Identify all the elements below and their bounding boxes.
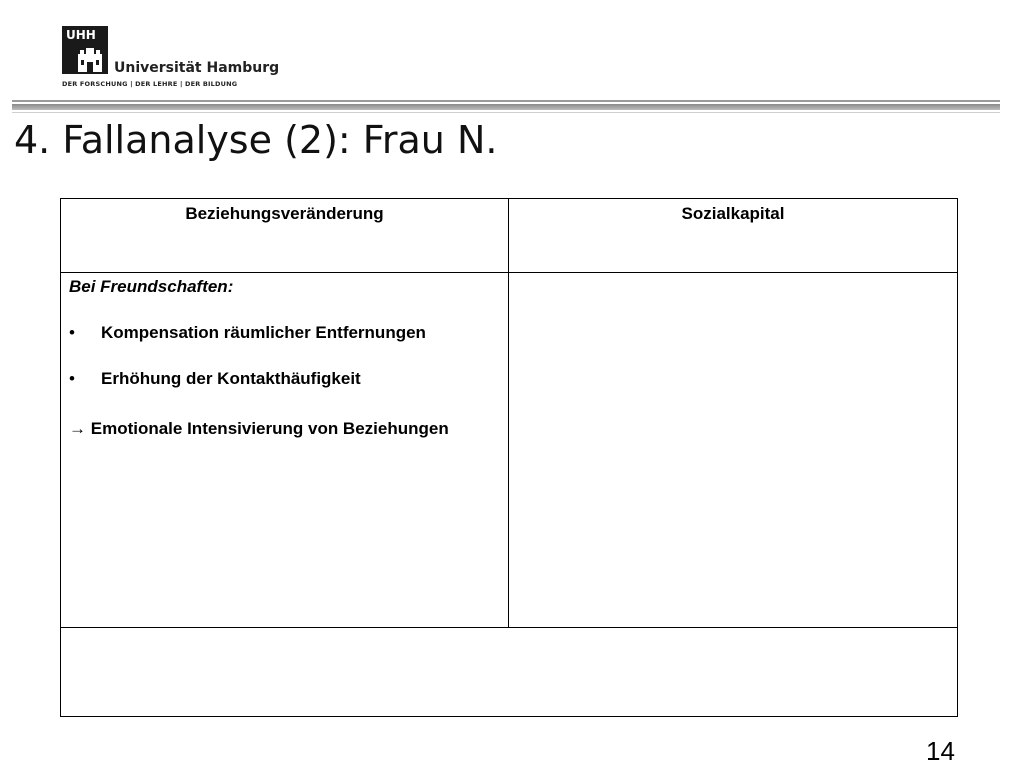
- cell-subheading: Bei Freundschaften:: [69, 277, 234, 296]
- conclusion-text: Emotionale Intensivierung von Beziehungen: [90, 419, 449, 438]
- header-divider-bottom: [12, 112, 1000, 113]
- header-divider-top: [12, 100, 1000, 102]
- bullet-icon: •: [69, 323, 75, 342]
- bullet-icon: •: [69, 369, 75, 388]
- col-header-beziehungsveraenderung: Beziehungsveränderung: [61, 199, 509, 273]
- slide-title: 4. Fallanalyse (2): Frau N.: [14, 118, 498, 162]
- university-motto: DER FORSCHUNG | DER LEHRE | DER BILDUNG: [62, 80, 238, 88]
- table-body-row: [61, 273, 958, 628]
- arrow-right-icon: →: [69, 419, 86, 438]
- city-gate-icon: [76, 46, 104, 72]
- conclusion: [69, 415, 508, 443]
- list-item: [69, 369, 508, 389]
- university-logo: [62, 26, 280, 90]
- right-content-cell: [509, 273, 958, 628]
- table-footer-row: [61, 628, 958, 717]
- logo-mark: [62, 26, 108, 74]
- left-content-cell: [61, 273, 509, 628]
- footer-cell: [61, 628, 958, 717]
- analysis-table: [60, 198, 958, 717]
- list-item-text: Kompensation räumlicher Entfernungen: [101, 323, 426, 342]
- page-number: 14: [926, 736, 955, 766]
- list-item-text: Erhöhung der Kontakthäufigkeit: [101, 369, 361, 388]
- logo-abbrev: UHH: [66, 28, 96, 42]
- university-name: Universität Hamburg: [114, 60, 280, 76]
- col-header-sozialkapital: Sozialkapital: [509, 199, 958, 273]
- table-header-row: [61, 199, 958, 273]
- header-divider-bar: [12, 104, 1000, 110]
- list-item: [69, 323, 508, 343]
